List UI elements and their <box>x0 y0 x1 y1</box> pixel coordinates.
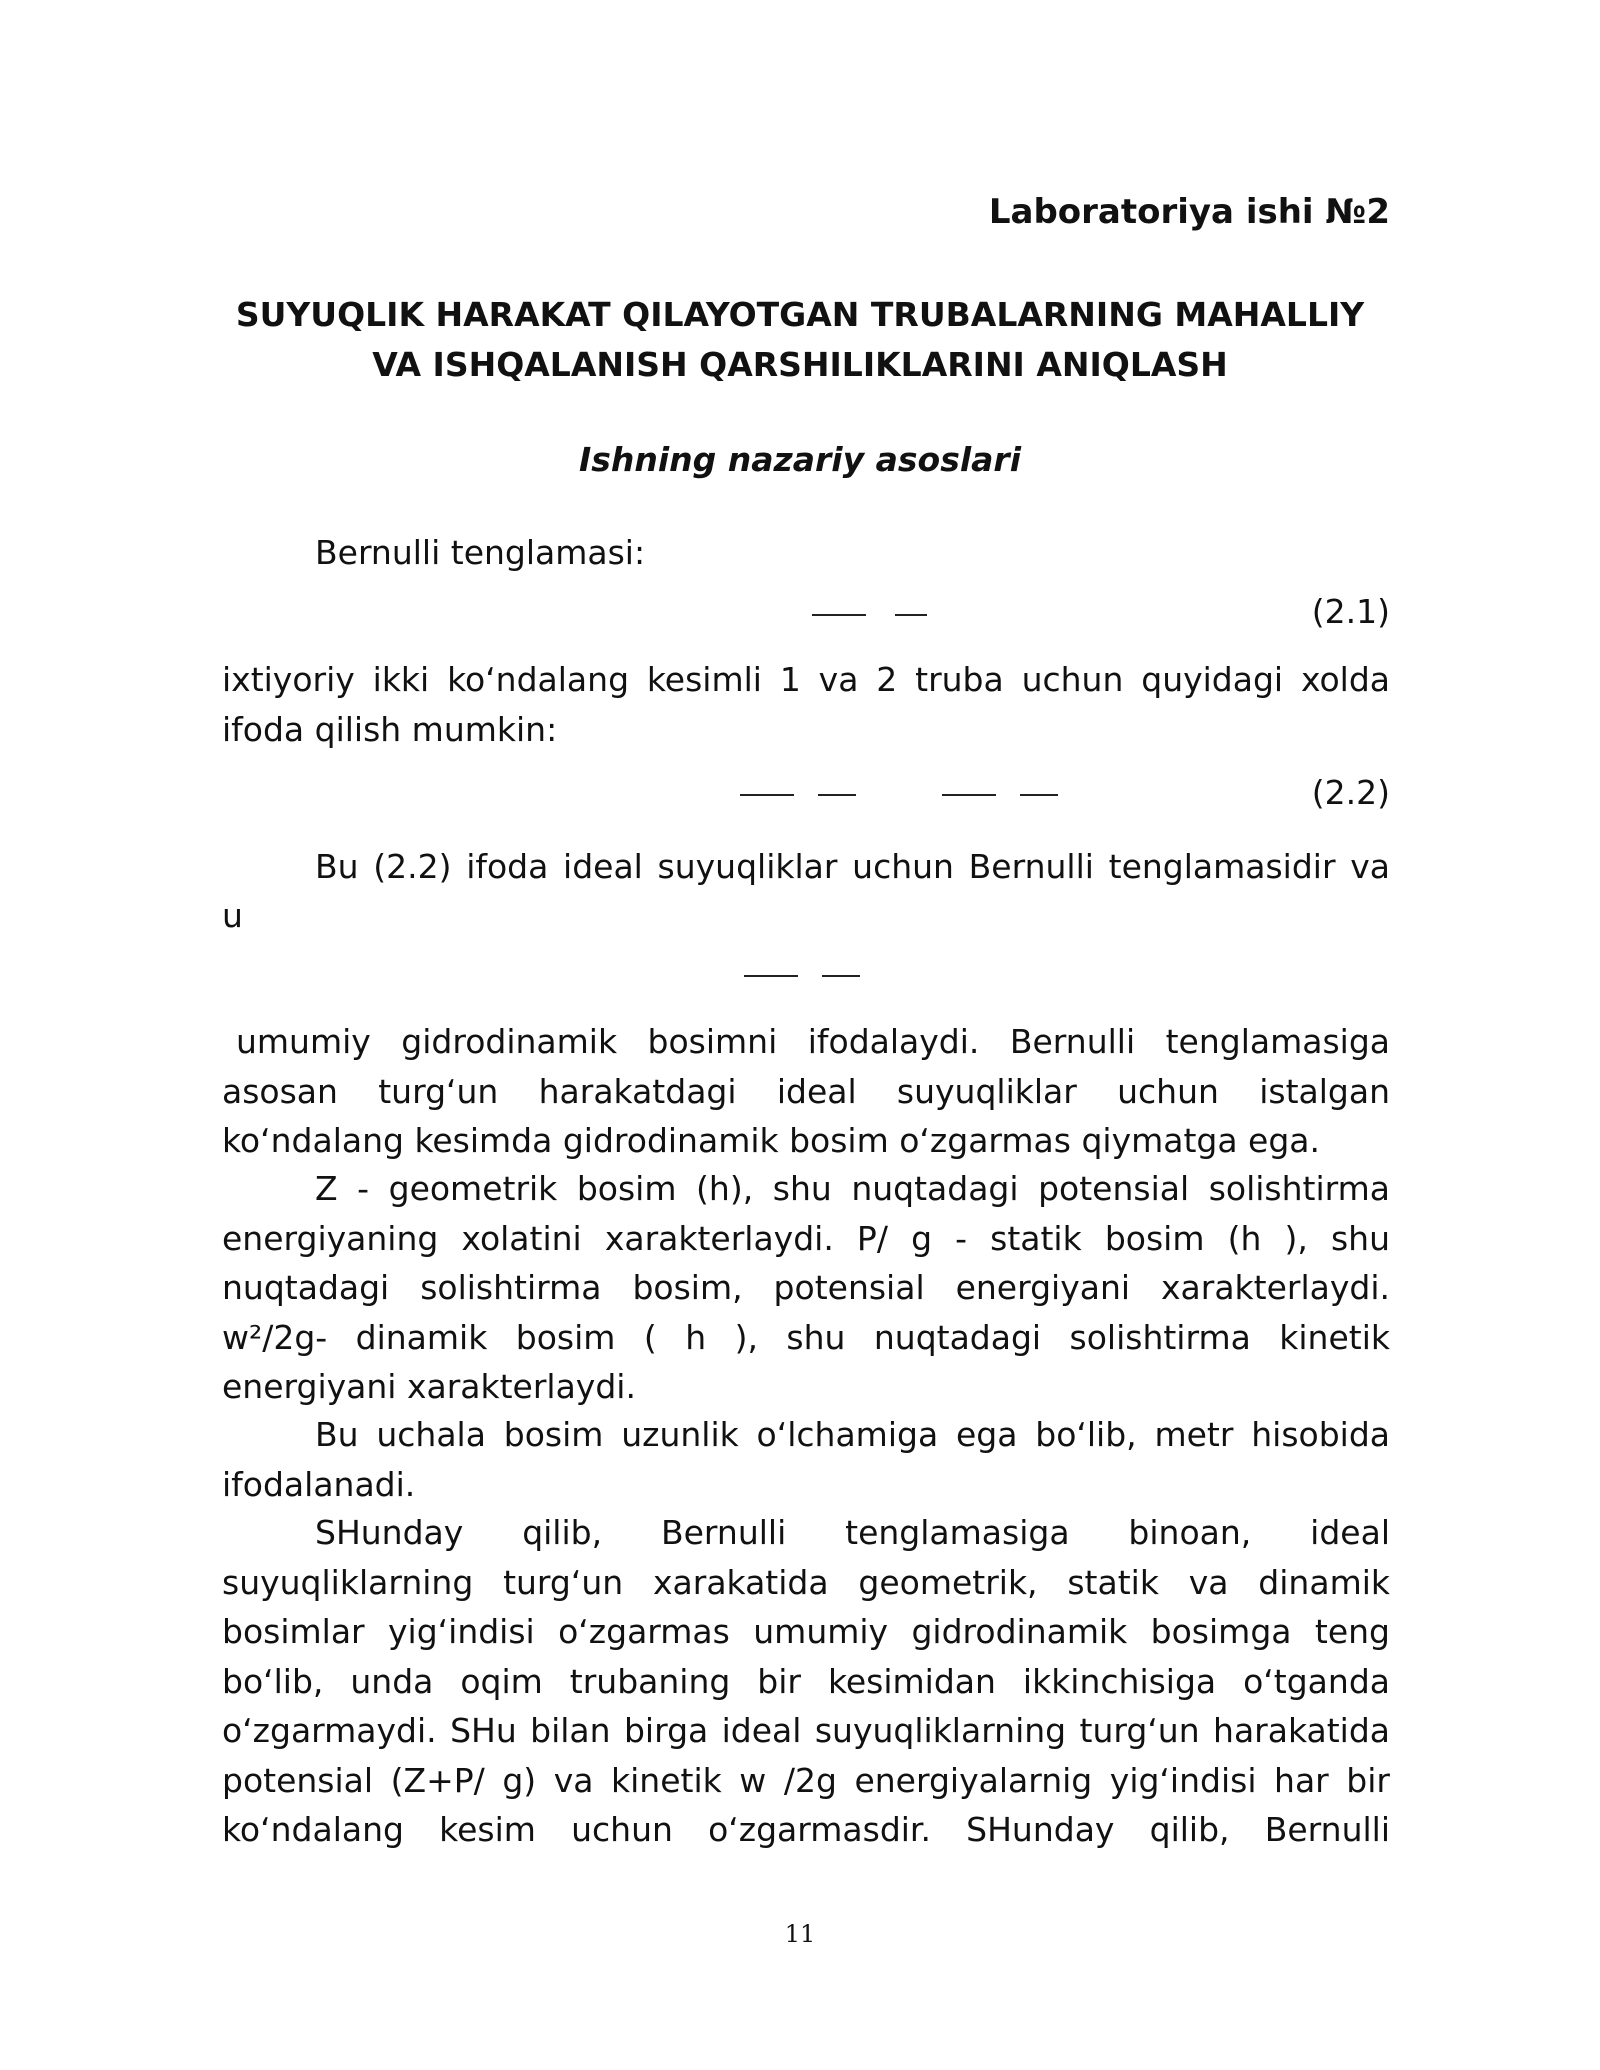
equation-2-1-fraction-bar <box>812 614 866 616</box>
equation-2-2-fraction-bar <box>942 794 996 796</box>
paragraph-two-sections: ixtiyoriy ikki ko‘ndalang kesimli 1 va 2 truba uchun quyidagi xolda ifoda qilish mumkin: <box>222 660 1390 749</box>
equation-2-2-number: (2.2) <box>1311 773 1390 812</box>
page-number: 11 <box>784 1920 816 1948</box>
total-head-fraction-bar <box>744 975 798 977</box>
paragraph-units: Bu uchala bosim uzunlik o‘lchamiga ega bo‘lib, metr hisobida ifodalanadi. <box>222 1415 1390 1504</box>
paragraph-ideal-continuation: u <box>222 896 243 935</box>
equation-2-1-number: (2.1) <box>1311 592 1390 631</box>
paragraph-hydrodynamic: umumiy gidrodinamik bosimni ifodalaydi. Bernulli tenglamasiga asosan turg‘un harakatdagi ideal suyuqliklar uchun istalgan ko‘ndalang kesimda gidrodinamik bosim o‘zgarmas qiymatga ega. <box>222 1022 1390 1160</box>
equation-2-1-fraction-bar <box>895 614 927 616</box>
paragraph-conclusion: SHunday qilib, Bernulli tenglamasiga binoan, ideal suyuqliklarning turg‘un xarakatida geometrik, statik va dinamik bosimlar yig‘indisi o‘zgarmas umumiy gidrodinamik bosimga teng bo‘lib, unda oqim trubaning bir kesimidan ikkinchisiga o‘tganda o‘zgarmaydi. SHu bilan birga ideal suyuqliklarning turg‘un harakatida potensial (Z+P/ g) va kinetik w /2g energiyalarnig yig‘indisi har bir ko‘ndalang kesim uchun o‘zgarmasdir. SHunday qilib, Bernulli <box>222 1513 1390 1849</box>
total-head-fraction-bar <box>822 975 860 977</box>
equation-2-2-fraction-bar <box>740 794 794 796</box>
equation-2-2-fraction-bar <box>1020 794 1058 796</box>
main-title <box>220 290 1380 390</box>
bernoulli-intro: Bernulli tenglamasi: <box>315 533 646 572</box>
paragraph-ideal: Bu (2.2) ifoda ideal suyuqliklar uchun Bernulli tenglamasidir va <box>315 847 1390 886</box>
main-title-line-2: VA ISHQALANISH QARSHILIKLARINI ANIQLASH <box>372 345 1228 384</box>
section-subtitle: Ishning nazariy asoslari <box>578 440 1022 479</box>
main-title-line-1: SUYUQLIK HARAKAT QILAYOTGAN TRUBALARNING MAHALLIY <box>235 295 1365 334</box>
paragraph-heads: Z - geometrik bosim (h), shu nuqtadagi potensial solishtirma energiyaning xolatini xarakterlaydi. P/ g - statik bosim (h ), shu nuqtadagi solishtirma bosim, potensial energiyani xarakterlaydi. w²/2g- dinamik bosim ( h ), shu nuqtadagi solishtirma kinetik energiyani xarakterlaydi. <box>222 1169 1390 1406</box>
lab-title: Laboratoriya ishi №2 <box>988 192 1390 232</box>
equation-2-2-fraction-bar <box>818 794 856 796</box>
